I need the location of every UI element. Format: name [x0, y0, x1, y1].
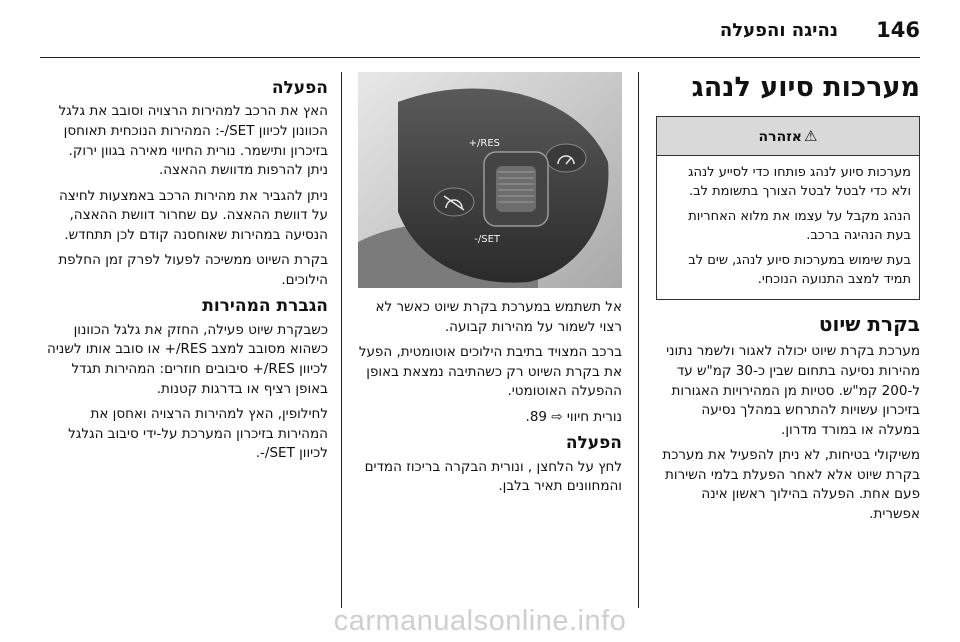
cruise-paragraph: מערכת בקרת שיוט יכולה לאגור ולשמר נתוני מהירות נסיעה בתחום שבין כ-30 קמ"ש עד ל-200 קמ"ש. סטיות מן המהירויות האגורות בזיכרון עשויות להתרחש במהלך נסיעה במעלה או במורד מדרון. — [666, 343, 920, 438]
warning-box — [656, 116, 920, 300]
right-column — [656, 72, 920, 531]
page-header — [40, 18, 920, 48]
warning-header — [657, 117, 919, 156]
warning-triangle-icon: ⚠ — [804, 127, 818, 146]
set-label: SET/- — [474, 234, 500, 245]
warning-paragraph: מערכות סיוע לנהג פותחו כדי לסייע לנהג ולא כדי לבטל לבטל הצורך בתשומת לב. — [688, 165, 911, 200]
column-divider — [638, 72, 639, 608]
cruise-control-heading: בקרת שיוט — [818, 312, 920, 337]
watermark-text: carmanualsonline.info — [333, 605, 627, 637]
left-column — [44, 72, 328, 470]
activation-heading: הפעלה — [565, 433, 622, 454]
warning-paragraph: הנהג מקבל על עצמו את מלוא האחריות בעת הנהיגה ברכב. — [688, 209, 911, 243]
speed-up-paragraph: כשבקרת שיוט פעילה, החזק את גלגל הכוונון כשהוא מסובב למצב RES/+ או סובב אותו לשניה לכיוון RES/+ סיבובים חוזרים: המהירות תגדל באופן רציף או בדרגות קטנות. — [47, 321, 328, 397]
steering-wheel-photo — [358, 72, 622, 288]
section-title: נהיגה והפעלה — [719, 20, 838, 41]
activation-paragraph: לחץ על הלחצן , ונורית הבקרה בריכוז המדים והמחוונים תאיר בלבן. — [364, 458, 622, 495]
mid-paragraph: ברכב המצויד בתיבת הילוכים אוטומטית, הפעל את בקרת השיוט רק כשהתיבה נמצאת באופן ההפעלה האוטומטי. — [358, 344, 622, 400]
column-divider — [341, 72, 342, 608]
middle-column — [358, 72, 622, 503]
steering-wheel-illustration — [358, 72, 622, 288]
mid-paragraph: נורית חיווי ⇨ 89. — [525, 408, 622, 425]
cruise-paragraph: משיקולי בטיחות, לא ניתן להפעיל את מערכת בקרת שיוט אלא לאחר הפעלת בלמי השירות פעם אחת. הפעלה בהילוך ראשון אינה אפשרית. — [662, 447, 920, 522]
page-title: מערכות סיוע לנהג — [691, 72, 920, 103]
warning-paragraph: בעת שימוש במערכות סיוע לנהג, שים לב תמיד למצב התנועה הנוכחי. — [688, 252, 911, 287]
speed-up-heading: הגברת המהירות — [202, 296, 328, 317]
warning-label: אזהרה — [758, 129, 802, 146]
warning-body — [657, 156, 919, 299]
mid-paragraph: אל תשתמש במערכת בקרת שיוט כאשר לא רצוי לשמור על מהירות קבועה. — [375, 299, 622, 335]
left-paragraph: האץ את הרכב למהירות הרצויה וסובב את גלגל הכוונון לכיוון SET/-: המהירות הנוכחית תאוחסן בזיכרון ותישמר. נורית החיווי מאירה בגוון ירוק. ניתן להרפות מדוושת ההאצה. — [58, 103, 328, 179]
left-paragraph: בקרת השיוט ממשיכה לפעול לפרק זמן החלפת הילוכים. — [58, 252, 328, 288]
header-rule — [40, 57, 920, 58]
page-number: 146 — [876, 18, 920, 42]
left-paragraph: ניתן להגביר את מהירות הרכב באמצעות לחיצה על דוושת ההאצה. עם שחרור דוושת ההאצה, הנסיעה במהירות שאוחסנה קודם לכן תתחדש. — [58, 187, 328, 243]
res-label: RES/+ — [468, 138, 500, 149]
speed-up-paragraph: לחילופין, האץ למהירות הרצויה ואחסן את המהירות בזיכרון המערכת על-ידי סיבוב הגלגל לכיוון SET/-. — [68, 406, 328, 462]
activation-heading-2: הפעלה — [271, 78, 328, 98]
